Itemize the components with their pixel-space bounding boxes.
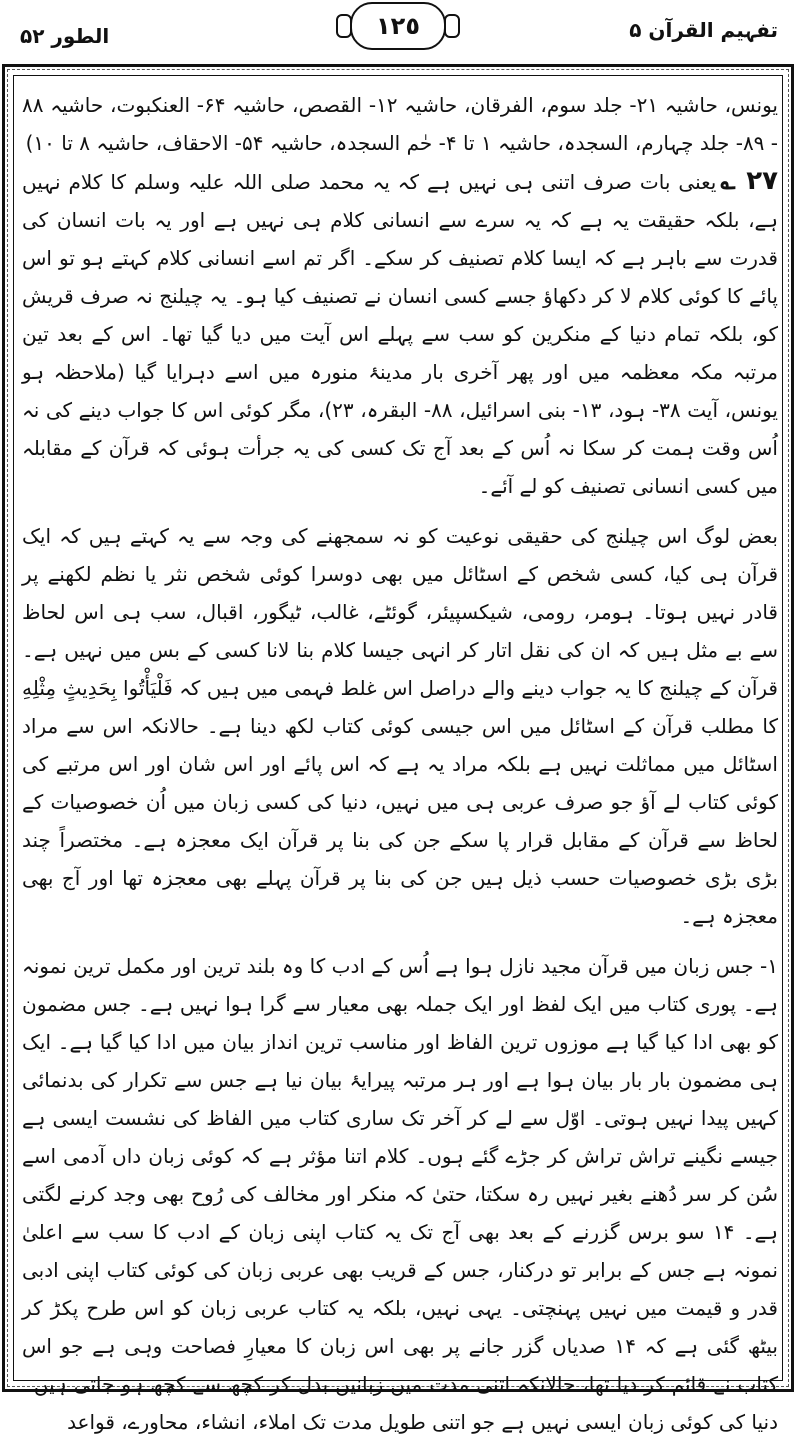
- paragraph-references: [22, 86, 778, 162]
- book-title: تفہیم القرآن ۵: [629, 18, 778, 42]
- paragraph-text: یعنی بات صرف اتنی ہی نہیں ہے کہ یہ محمد صلی اللہ علیہ وسلم کا کلام نہیں ہے، بلکہ حقیقت یہ ہے کہ یہ سرے سے انسانی کلام ہی نہیں ہے اور یہ بات انسان کی قدرت سے باہر ہے کہ ایسا کلام تصنیف کر سکے۔ اگر تم اسے انسانی کلام کہتے ہو تو اس پائے کا کوئی کلام لا کر دکھاؤ جسے کسی انسان نے تصنیف کیا ہو۔ یہ چیلنج نہ صرف قریش کو، بلکہ تمام دنیا کے منکرین کو سب سے پہلے اس آیت میں دیا گیا تھا۔ اس کے بعد تین مرتبہ مکہ معظمہ میں اور پھر آخری بار مدینۂ منورہ میں اسے دہرایا گیا (ملاحظہ ہو یونس، آیت ۳۸- ہود، ۱۳- بنی اسرائیل، ۸۸- البقرہ، ۲۳)، مگر کوئی اس کا جواب دینے کی نہ اُس وقت ہمت کر سکا نہ اُس کے بعد آج تک کسی کی یہ جرأت ہوئی کہ قرآن کے مقابلہ میں کسی انسانی تصنیف کو لے آئے۔: [22, 170, 778, 498]
- page-number-badge: [350, 2, 446, 50]
- footnote-marker: ۲۷ ؎: [720, 166, 778, 196]
- surah-reference: الطور ۵۲: [20, 24, 110, 48]
- paragraph-footnote-27: [22, 162, 778, 505]
- page-header: [0, 0, 800, 60]
- page-number: ١٢٥: [376, 12, 420, 40]
- paragraph-challenge: [22, 517, 778, 935]
- body-text: [22, 86, 778, 1441]
- paragraph-text: یونس، حاشیہ ۲۱- جلد سوم، الفرقان، حاشیہ ۱۲- القصص، حاشیہ ۶۴- العنکبوت، حاشیہ ۸۸ - ۸۹- جلد چہارم، السجدہ، حاشیہ ۱ تا ۴- حٰم السجدہ، حاشیہ ۵۴- الاحقاف، حاشیہ ۸ تا ۱۰): [22, 93, 779, 155]
- paragraph-point-1: [22, 947, 778, 1441]
- paragraph-text: بعض لوگ اس چیلنج کی حقیقی نوعیت کو نہ سمجھنے کی وجہ سے یہ کہتے ہیں کہ ایک قرآن ہی کیا، کسی شخص کے اسٹائل میں بھی دوسرا کوئی شخص نثر یا نظم لکھنے پر قادر نہیں ہوتا۔ ہومر، رومی، شیکسپیئر، گوئٹے، غالب، ٹیگور، اقبال، سب ہی اس لحاظ سے بے مثل ہیں کہ ان کی نقل اتار کر انہی جیسا کلام بنا لانا کسی کے بس میں نہیں ہے۔ قرآن کے چیلنج کا یہ جواب دینے والے دراصل اس غلط فہمی میں ہیں کہ فَلْيَأْتُوا بِحَدِيثٍ مِثْلِهِ کا مطلب قرآن کے اسٹائل میں اس جیسی کوئی کتاب لکھ دینا ہے۔ حالانکہ اس سے مراد اسٹائل میں مماثلت نہیں ہے بلکہ مراد یہ ہے کہ اس پائے اور اس شان اور اس مرتبے کی کوئی کتاب لے آؤ جو صرف عربی ہی میں نہیں، دنیا کی کسی زبان میں اُن خصوصیات کے لحاظ سے قرآن کے مقابل قرار پا سکے جن کی بنا پر قرآن ایک معجزہ ہے۔ مختصراً چند بڑی بڑی خصوصیات حسب ذیل ہیں جن کی بنا پر قرآن پہلے بھی معجزہ تھا اور آج بھی معجزہ ہے۔: [22, 524, 778, 928]
- paragraph-text: ۱- جس زبان میں قرآن مجید نازل ہوا ہے اُس کے ادب کا وہ بلند ترین اور مکمل ترین نمونہ ہے۔ پوری کتاب میں ایک لفظ اور ایک جملہ بھی معیار سے گرا ہوا نہیں ہے۔ جس مضمون کو بھی ادا کیا گیا ہے موزوں ترین الفاظ اور مناسب ترین انداز بیان میں ادا کیا گیا ہے۔ ایک ہی مضمون بار بار بیان ہوا ہے اور ہر مرتبہ پیرایۂ بیان نیا ہے جس سے تکرار کی بدنمائی کہیں پیدا نہیں ہوتی۔ اوّل سے لے کر آخر تک ساری کتاب میں الفاظ کی نشست ایسی ہے جیسے نگینے تراش تراش کر جڑے گئے ہوں۔ کلام اتنا مؤثر ہے کہ کوئی زبان داں آدمی اسے سُن کر سر دُھنے بغیر نہیں رہ سکتا، حتیٰ کہ منکر اور مخالف کی رُوح بھی وجد کرنے لگتی ہے۔ ۱۴ سو برس گزرنے کے بعد بھی آج تک یہ کتاب اپنی زبان کے ادب کا سب سے اعلیٰ نمونہ ہے جس کے برابر تو درکنار، جس کے قریب بھی عربی زبان کی کوئی کتاب اپنی ادبی قدر و قیمت میں نہیں پہنچتی۔ یہی نہیں، بلکہ یہ کتاب عربی زبان کو اس طرح پکڑ کر بیٹھ گئی ہے کہ ۱۴ صدیاں گزر جانے پر بھی اس زبان کا معیارِ فصاحت وہی ہے جو اس کتاب نے قائم کر دیا تھا، حالانکہ اتنی مدت میں زبانیں بدل کر کچھ سے کچھ ہو جاتی ہیں۔ دنیا کی کوئی زبان ایسی نہیں ہے جو اتنی طویل مدت تک املاء، انشاء، محاورے، قواعد: [22, 954, 778, 1434]
